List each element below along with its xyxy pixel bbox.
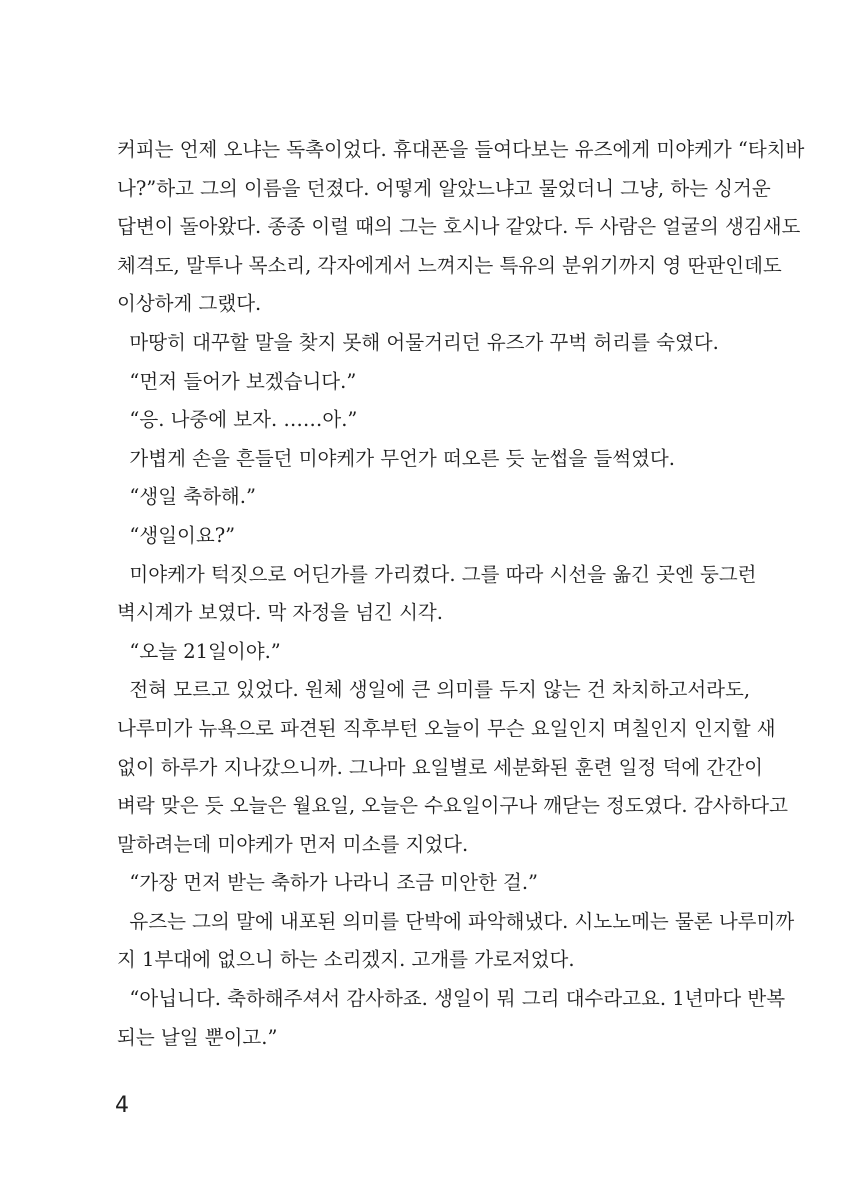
text-line: “아닙니다. 축하해주셔서 감사하죠. 생일이 뭐 그리 대수라고요. 1년마다 반복 — [117, 987, 786, 1011]
text-line: 말하려는데 미야케가 먼저 미소를 지었다. — [117, 832, 469, 856]
text-line: 나?”하고 그의 이름을 던졌다. 어떻게 알았느냐고 물었더니 그냥, 하는 싱거운 — [117, 176, 771, 200]
page-number: 4 — [115, 1093, 129, 1118]
text-line: 마땅히 대꾸할 말을 찾지 못해 어물거리던 유즈가 꾸벅 허리를 숙였다. — [117, 330, 719, 354]
text-line: 이상하게 그랬다. — [117, 292, 262, 316]
text-line: “생일 축하해.” — [117, 485, 256, 509]
text-line: 벽시계가 보였다. 막 자정을 넘긴 시각. — [117, 601, 443, 625]
text-line: “생일이요?” — [117, 523, 236, 547]
text-line: “먼저 들어가 보겠습니다.” — [117, 369, 357, 393]
text-line: 나루미가 뉴욕으로 파견된 직후부턴 오늘이 무슨 요일인지 며칠인지 인지할 새 — [117, 716, 776, 740]
text-line: 커피는 언제 오냐는 독촉이었다. 휴대폰을 들여다보는 유즈에게 미야케가 “타치바 — [117, 138, 805, 161]
text-line: 없이 하루가 지나갔으니까. 그나마 요일별로 세분화된 훈련 일정 덕에 간간이 — [117, 755, 763, 779]
text-line: 전혀 모르고 있었다. 원체 생일에 큰 의미를 두지 않는 건 차치하고서라도, — [117, 678, 751, 702]
text-line: “오늘 21일이야.” — [117, 639, 281, 663]
body-text — [117, 131, 805, 1057]
text-line: 되는 날일 뿐이고.” — [117, 1025, 278, 1049]
text-line: 미야케가 턱짓으로 어딘가를 가리켰다. 그를 따라 시선을 옮긴 곳엔 둥그런 — [117, 562, 757, 586]
text-line: 답변이 돌아왔다. 종종 이럴 때의 그는 호시나 같았다. 두 사람은 얼굴의 생김새도 — [117, 215, 801, 239]
text-line: 벼락 맞은 듯 오늘은 월요일, 오늘은 수요일이구나 깨닫는 정도였다. 감사하다고 — [117, 794, 788, 818]
text-line: 유즈는 그의 말에 내포된 의미를 단박에 파악해냈다. 시노노메는 물론 나루미까 — [117, 909, 795, 933]
text-line: “응. 나중에 보자. ……아.” — [117, 408, 358, 432]
text-line: 지 1부대에 없으니 하는 소리겠지. 고개를 가로저었다. — [117, 948, 575, 972]
text-line: 가볍게 손을 흔들던 미야케가 무언가 떠오른 듯 눈썹을 들썩였다. — [117, 446, 675, 470]
text-line: 체격도, 말투나 목소리, 각자에게서 느껴지는 특유의 분위기까지 영 딴판인데도 — [117, 253, 782, 277]
text-line: “가장 먼저 받는 축하가 나라니 조금 미안한 걸.” — [117, 871, 538, 895]
